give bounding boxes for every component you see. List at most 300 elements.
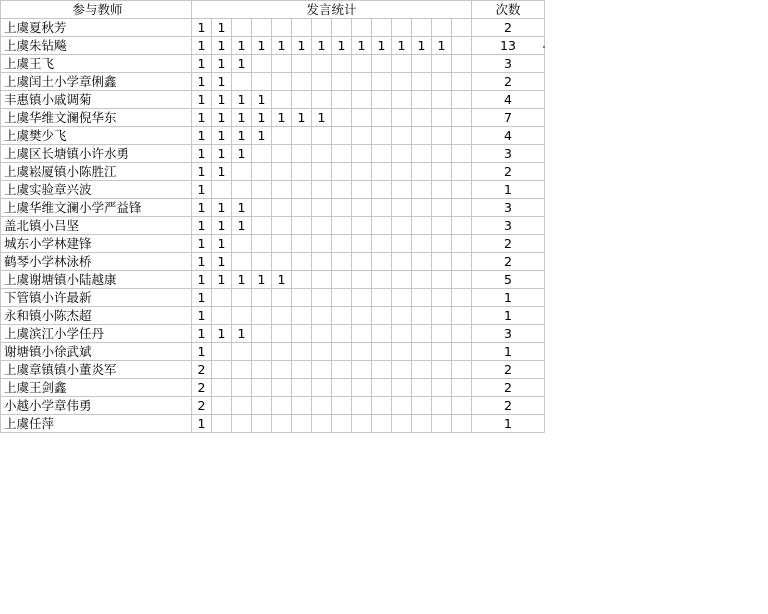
mark-cell[interactable]: 1	[232, 91, 252, 109]
mark-cell[interactable]	[452, 235, 472, 253]
total-count-cell[interactable]: 2	[472, 397, 545, 415]
mark-cell[interactable]	[292, 235, 312, 253]
mark-cell[interactable]	[352, 397, 372, 415]
mark-cell[interactable]	[352, 361, 372, 379]
mark-cell[interactable]	[232, 397, 252, 415]
mark-cell[interactable]	[452, 163, 472, 181]
mark-cell[interactable]	[332, 181, 352, 199]
mark-cell[interactable]: 1	[232, 145, 252, 163]
mark-cell[interactable]	[452, 217, 472, 235]
mark-cell[interactable]	[352, 19, 372, 37]
mark-cell[interactable]	[412, 217, 432, 235]
teacher-name-cell[interactable]: 盖北镇小吕坚	[1, 217, 192, 235]
mark-cell[interactable]	[372, 271, 392, 289]
mark-cell[interactable]	[412, 271, 432, 289]
mark-cell[interactable]	[452, 19, 472, 37]
mark-cell[interactable]	[372, 163, 392, 181]
mark-cell[interactable]	[352, 343, 372, 361]
mark-cell[interactable]	[352, 181, 372, 199]
mark-cell[interactable]: 1	[212, 163, 232, 181]
header-teacher[interactable]: 参与教师	[1, 1, 192, 19]
mark-cell[interactable]	[432, 325, 452, 343]
mark-cell[interactable]	[452, 145, 472, 163]
mark-cell[interactable]	[372, 379, 392, 397]
mark-cell[interactable]	[452, 325, 472, 343]
mark-cell[interactable]	[312, 181, 332, 199]
mark-cell[interactable]: 1	[312, 109, 332, 127]
mark-cell[interactable]	[432, 307, 452, 325]
mark-cell[interactable]	[312, 289, 332, 307]
mark-cell[interactable]	[372, 181, 392, 199]
mark-cell[interactable]	[352, 55, 372, 73]
mark-cell[interactable]	[292, 415, 312, 433]
mark-cell[interactable]	[412, 19, 432, 37]
header-count[interactable]: 次数	[472, 1, 545, 19]
mark-cell[interactable]	[312, 199, 332, 217]
mark-cell[interactable]	[332, 91, 352, 109]
mark-cell[interactable]	[292, 127, 312, 145]
mark-cell[interactable]	[332, 289, 352, 307]
mark-cell[interactable]	[272, 361, 292, 379]
mark-cell[interactable]: 1	[212, 127, 232, 145]
total-count-cell[interactable]: 4	[472, 127, 545, 145]
mark-cell[interactable]	[272, 253, 292, 271]
mark-cell[interactable]	[392, 109, 412, 127]
mark-cell[interactable]	[272, 343, 292, 361]
mark-cell[interactable]	[272, 307, 292, 325]
mark-cell[interactable]: 1	[212, 253, 232, 271]
mark-cell[interactable]	[232, 415, 252, 433]
mark-cell[interactable]	[332, 397, 352, 415]
mark-cell[interactable]	[372, 415, 392, 433]
mark-cell[interactable]	[272, 163, 292, 181]
mark-cell[interactable]	[272, 235, 292, 253]
teacher-name-cell[interactable]: 上虞朱钻飚	[1, 37, 192, 55]
mark-cell[interactable]	[292, 397, 312, 415]
mark-cell[interactable]	[432, 361, 452, 379]
mark-cell[interactable]	[412, 361, 432, 379]
teacher-name-cell[interactable]: 上虞王剑鑫	[1, 379, 192, 397]
teacher-name-cell[interactable]: 下管镇小许最新	[1, 289, 192, 307]
teacher-name-cell[interactable]: 永和镇小陈杰超	[1, 307, 192, 325]
mark-cell[interactable]: 1	[252, 37, 272, 55]
mark-cell[interactable]	[392, 73, 412, 91]
mark-cell[interactable]	[452, 307, 472, 325]
total-count-cell[interactable]: 2	[472, 19, 545, 37]
mark-cell[interactable]	[352, 91, 372, 109]
mark-cell[interactable]	[272, 199, 292, 217]
mark-cell[interactable]: 1	[192, 127, 212, 145]
mark-cell[interactable]	[312, 217, 332, 235]
mark-cell[interactable]	[212, 307, 232, 325]
mark-cell[interactable]	[332, 127, 352, 145]
mark-cell[interactable]: 2	[192, 379, 212, 397]
mark-cell[interactable]: 1	[232, 55, 252, 73]
mark-cell[interactable]	[352, 325, 372, 343]
mark-cell[interactable]	[412, 91, 432, 109]
teacher-name-cell[interactable]: 上虞夏秋芳	[1, 19, 192, 37]
mark-cell[interactable]	[232, 181, 252, 199]
mark-cell[interactable]: 1	[432, 37, 452, 55]
mark-cell[interactable]	[292, 181, 312, 199]
mark-cell[interactable]: 1	[192, 235, 212, 253]
total-count-cell[interactable]: 7	[472, 109, 545, 127]
mark-cell[interactable]	[432, 343, 452, 361]
mark-cell[interactable]	[392, 253, 412, 271]
mark-cell[interactable]: 1	[212, 91, 232, 109]
mark-cell[interactable]: 1	[192, 289, 212, 307]
mark-cell[interactable]	[212, 181, 232, 199]
total-count-cell[interactable]: 13	[472, 37, 545, 55]
mark-cell[interactable]: 1	[212, 325, 232, 343]
mark-cell[interactable]: 1	[292, 109, 312, 127]
mark-cell[interactable]: 1	[192, 181, 212, 199]
mark-cell[interactable]	[392, 199, 412, 217]
mark-cell[interactable]	[432, 19, 452, 37]
mark-cell[interactable]: 1	[192, 253, 212, 271]
mark-cell[interactable]: 1	[232, 271, 252, 289]
mark-cell[interactable]	[312, 379, 332, 397]
mark-cell[interactable]	[452, 109, 472, 127]
mark-cell[interactable]	[372, 73, 392, 91]
mark-cell[interactable]: 1	[192, 55, 212, 73]
teacher-name-cell[interactable]: 丰惠镇小戚调菊	[1, 91, 192, 109]
mark-cell[interactable]	[272, 55, 292, 73]
mark-cell[interactable]	[352, 235, 372, 253]
total-count-cell[interactable]: 2	[472, 379, 545, 397]
mark-cell[interactable]	[272, 145, 292, 163]
mark-cell[interactable]: 1	[192, 343, 212, 361]
mark-cell[interactable]	[272, 91, 292, 109]
mark-cell[interactable]: 1	[212, 73, 232, 91]
mark-cell[interactable]	[352, 199, 372, 217]
mark-cell[interactable]	[332, 379, 352, 397]
mark-cell[interactable]	[312, 127, 332, 145]
mark-cell[interactable]	[292, 271, 312, 289]
mark-cell[interactable]	[332, 253, 352, 271]
mark-cell[interactable]: 1	[232, 109, 252, 127]
mark-cell[interactable]	[292, 289, 312, 307]
mark-cell[interactable]	[232, 253, 252, 271]
mark-cell[interactable]: 1	[292, 37, 312, 55]
total-count-cell[interactable]: 4	[472, 91, 545, 109]
teacher-name-cell[interactable]: 上虞滨江小学任丹	[1, 325, 192, 343]
total-count-cell[interactable]: 3	[472, 199, 545, 217]
total-count-cell[interactable]: 1	[472, 181, 545, 199]
mark-cell[interactable]	[412, 145, 432, 163]
mark-cell[interactable]: 1	[232, 325, 252, 343]
mark-cell[interactable]	[372, 397, 392, 415]
mark-cell[interactable]	[332, 163, 352, 181]
mark-cell[interactable]: 1	[312, 37, 332, 55]
mark-cell[interactable]	[392, 325, 412, 343]
total-count-cell[interactable]: 1	[472, 307, 545, 325]
mark-cell[interactable]: 1	[272, 37, 292, 55]
mark-cell[interactable]: 1	[272, 109, 292, 127]
mark-cell[interactable]: 1	[192, 325, 212, 343]
mark-cell[interactable]	[412, 343, 432, 361]
mark-cell[interactable]	[392, 289, 412, 307]
mark-cell[interactable]	[332, 325, 352, 343]
mark-cell[interactable]	[432, 217, 452, 235]
mark-cell[interactable]: 1	[192, 73, 212, 91]
mark-cell[interactable]	[212, 343, 232, 361]
mark-cell[interactable]	[412, 289, 432, 307]
mark-cell[interactable]	[292, 343, 312, 361]
total-count-cell[interactable]: 1	[472, 343, 545, 361]
mark-cell[interactable]	[392, 127, 412, 145]
mark-cell[interactable]	[392, 181, 412, 199]
mark-cell[interactable]	[352, 415, 372, 433]
mark-cell[interactable]	[312, 163, 332, 181]
mark-cell[interactable]	[432, 73, 452, 91]
mark-cell[interactable]	[252, 343, 272, 361]
teacher-name-cell[interactable]: 上虞王飞	[1, 55, 192, 73]
mark-cell[interactable]: 1	[232, 37, 252, 55]
mark-cell[interactable]	[312, 343, 332, 361]
mark-cell[interactable]: 1	[192, 199, 212, 217]
mark-cell[interactable]	[392, 235, 412, 253]
mark-cell[interactable]: 1	[392, 37, 412, 55]
mark-cell[interactable]	[292, 73, 312, 91]
mark-cell[interactable]	[412, 127, 432, 145]
mark-cell[interactable]	[432, 379, 452, 397]
mark-cell[interactable]	[312, 361, 332, 379]
mark-cell[interactable]	[332, 361, 352, 379]
mark-cell[interactable]	[332, 73, 352, 91]
mark-cell[interactable]	[332, 307, 352, 325]
mark-cell[interactable]	[392, 91, 412, 109]
mark-cell[interactable]	[412, 109, 432, 127]
total-count-cell[interactable]: 3	[472, 145, 545, 163]
mark-cell[interactable]	[392, 19, 412, 37]
mark-cell[interactable]	[412, 55, 432, 73]
mark-cell[interactable]	[352, 271, 372, 289]
teacher-name-cell[interactable]: 上虞闰土小学章俐鑫	[1, 73, 192, 91]
mark-cell[interactable]	[452, 199, 472, 217]
total-count-cell[interactable]: 3	[472, 217, 545, 235]
mark-cell[interactable]: 1	[212, 37, 232, 55]
mark-cell[interactable]: 1	[192, 415, 212, 433]
mark-cell[interactable]	[292, 253, 312, 271]
mark-cell[interactable]: 1	[192, 109, 212, 127]
mark-cell[interactable]	[332, 343, 352, 361]
mark-cell[interactable]	[292, 163, 312, 181]
mark-cell[interactable]	[272, 127, 292, 145]
mark-cell[interactable]	[452, 37, 472, 55]
mark-cell[interactable]	[332, 217, 352, 235]
teacher-name-cell[interactable]: 上虞谢塘镇小陆越康	[1, 271, 192, 289]
mark-cell[interactable]	[252, 163, 272, 181]
mark-cell[interactable]	[312, 73, 332, 91]
mark-cell[interactable]	[432, 55, 452, 73]
mark-cell[interactable]	[232, 379, 252, 397]
mark-cell[interactable]	[272, 415, 292, 433]
mark-cell[interactable]	[312, 307, 332, 325]
mark-cell[interactable]	[392, 379, 412, 397]
mark-cell[interactable]	[332, 271, 352, 289]
mark-cell[interactable]	[392, 217, 412, 235]
total-count-cell[interactable]: 2	[472, 235, 545, 253]
mark-cell[interactable]	[352, 127, 372, 145]
mark-cell[interactable]	[292, 145, 312, 163]
mark-cell[interactable]	[412, 307, 432, 325]
mark-cell[interactable]: 1	[192, 217, 212, 235]
mark-cell[interactable]: 1	[212, 19, 232, 37]
mark-cell[interactable]	[272, 19, 292, 37]
mark-cell[interactable]	[252, 73, 272, 91]
mark-cell[interactable]: 1	[212, 199, 232, 217]
mark-cell[interactable]	[312, 397, 332, 415]
mark-cell[interactable]	[352, 109, 372, 127]
mark-cell[interactable]	[412, 163, 432, 181]
total-count-cell[interactable]: 1	[472, 415, 545, 433]
mark-cell[interactable]: 1	[192, 37, 212, 55]
mark-cell[interactable]: 1	[412, 37, 432, 55]
mark-cell[interactable]	[252, 235, 272, 253]
total-count-cell[interactable]: 1	[472, 289, 545, 307]
mark-cell[interactable]	[252, 379, 272, 397]
mark-cell[interactable]	[252, 19, 272, 37]
mark-cell[interactable]	[232, 289, 252, 307]
mark-cell[interactable]	[232, 343, 252, 361]
mark-cell[interactable]	[312, 415, 332, 433]
mark-cell[interactable]	[252, 145, 272, 163]
teacher-name-cell[interactable]: 谢塘镇小徐武斌	[1, 343, 192, 361]
teacher-name-cell[interactable]: 上虞华维文澜倪华东	[1, 109, 192, 127]
mark-cell[interactable]: 1	[352, 37, 372, 55]
mark-cell[interactable]	[332, 109, 352, 127]
mark-cell[interactable]	[272, 217, 292, 235]
mark-cell[interactable]	[312, 325, 332, 343]
mark-cell[interactable]	[372, 199, 392, 217]
mark-cell[interactable]: 1	[272, 271, 292, 289]
mark-cell[interactable]: 1	[232, 127, 252, 145]
mark-cell[interactable]	[232, 163, 252, 181]
mark-cell[interactable]	[352, 289, 372, 307]
mark-cell[interactable]	[412, 199, 432, 217]
mark-cell[interactable]	[372, 19, 392, 37]
mark-cell[interactable]	[352, 145, 372, 163]
mark-cell[interactable]	[432, 127, 452, 145]
mark-cell[interactable]	[372, 217, 392, 235]
header-stats[interactable]: 发言统计	[192, 1, 472, 19]
mark-cell[interactable]	[432, 235, 452, 253]
mark-cell[interactable]	[372, 307, 392, 325]
mark-cell[interactable]	[232, 235, 252, 253]
mark-cell[interactable]	[432, 397, 452, 415]
mark-cell[interactable]	[232, 307, 252, 325]
mark-cell[interactable]	[272, 73, 292, 91]
mark-cell[interactable]	[292, 199, 312, 217]
mark-cell[interactable]	[212, 397, 232, 415]
mark-cell[interactable]: 1	[192, 91, 212, 109]
total-count-cell[interactable]: 2	[472, 253, 545, 271]
mark-cell[interactable]	[292, 55, 312, 73]
mark-cell[interactable]	[392, 307, 412, 325]
mark-cell[interactable]	[212, 379, 232, 397]
mark-cell[interactable]	[252, 289, 272, 307]
teacher-name-cell[interactable]: 上虞任萍	[1, 415, 192, 433]
teacher-name-cell[interactable]: 上虞实验章兴波	[1, 181, 192, 199]
mark-cell[interactable]	[252, 253, 272, 271]
mark-cell[interactable]	[352, 379, 372, 397]
mark-cell[interactable]	[252, 217, 272, 235]
mark-cell[interactable]	[432, 109, 452, 127]
mark-cell[interactable]	[432, 271, 452, 289]
mark-cell[interactable]	[252, 181, 272, 199]
mark-cell[interactable]	[432, 181, 452, 199]
mark-cell[interactable]: 1	[192, 271, 212, 289]
mark-cell[interactable]: 1	[212, 55, 232, 73]
mark-cell[interactable]	[372, 127, 392, 145]
mark-cell[interactable]	[332, 235, 352, 253]
mark-cell[interactable]: 1	[212, 217, 232, 235]
mark-cell[interactable]	[412, 253, 432, 271]
mark-cell[interactable]	[452, 379, 472, 397]
mark-cell[interactable]	[432, 91, 452, 109]
mark-cell[interactable]	[372, 55, 392, 73]
mark-cell[interactable]: 1	[212, 235, 232, 253]
mark-cell[interactable]	[352, 217, 372, 235]
mark-cell[interactable]	[452, 253, 472, 271]
mark-cell[interactable]	[452, 181, 472, 199]
total-count-cell[interactable]: 2	[472, 163, 545, 181]
mark-cell[interactable]	[412, 397, 432, 415]
mark-cell[interactable]	[372, 109, 392, 127]
mark-cell[interactable]	[432, 415, 452, 433]
mark-cell[interactable]: 1	[232, 199, 252, 217]
mark-cell[interactable]	[272, 289, 292, 307]
mark-cell[interactable]	[372, 289, 392, 307]
mark-cell[interactable]	[412, 379, 432, 397]
mark-cell[interactable]	[212, 415, 232, 433]
mark-cell[interactable]	[292, 325, 312, 343]
mark-cell[interactable]	[232, 73, 252, 91]
mark-cell[interactable]	[292, 379, 312, 397]
mark-cell[interactable]	[432, 163, 452, 181]
mark-cell[interactable]	[352, 307, 372, 325]
mark-cell[interactable]	[272, 325, 292, 343]
mark-cell[interactable]: 1	[192, 163, 212, 181]
mark-cell[interactable]	[312, 271, 332, 289]
mark-cell[interactable]	[452, 343, 472, 361]
mark-cell[interactable]: 1	[212, 271, 232, 289]
mark-cell[interactable]	[412, 181, 432, 199]
mark-cell[interactable]	[232, 361, 252, 379]
mark-cell[interactable]	[432, 253, 452, 271]
mark-cell[interactable]: 2	[192, 397, 212, 415]
mark-cell[interactable]	[332, 415, 352, 433]
mark-cell[interactable]	[412, 73, 432, 91]
total-count-cell[interactable]: 2	[472, 73, 545, 91]
total-count-cell[interactable]: 5	[472, 271, 545, 289]
mark-cell[interactable]	[392, 55, 412, 73]
mark-cell[interactable]	[252, 199, 272, 217]
mark-cell[interactable]	[452, 361, 472, 379]
mark-cell[interactable]	[312, 253, 332, 271]
mark-cell[interactable]	[372, 145, 392, 163]
mark-cell[interactable]	[292, 19, 312, 37]
mark-cell[interactable]	[252, 55, 272, 73]
mark-cell[interactable]	[312, 145, 332, 163]
mark-cell[interactable]: 1	[252, 127, 272, 145]
mark-cell[interactable]	[372, 91, 392, 109]
teacher-name-cell[interactable]: 上虞华维文澜小学严益锋	[1, 199, 192, 217]
mark-cell[interactable]: 1	[252, 91, 272, 109]
mark-cell[interactable]	[312, 235, 332, 253]
mark-cell[interactable]	[292, 307, 312, 325]
